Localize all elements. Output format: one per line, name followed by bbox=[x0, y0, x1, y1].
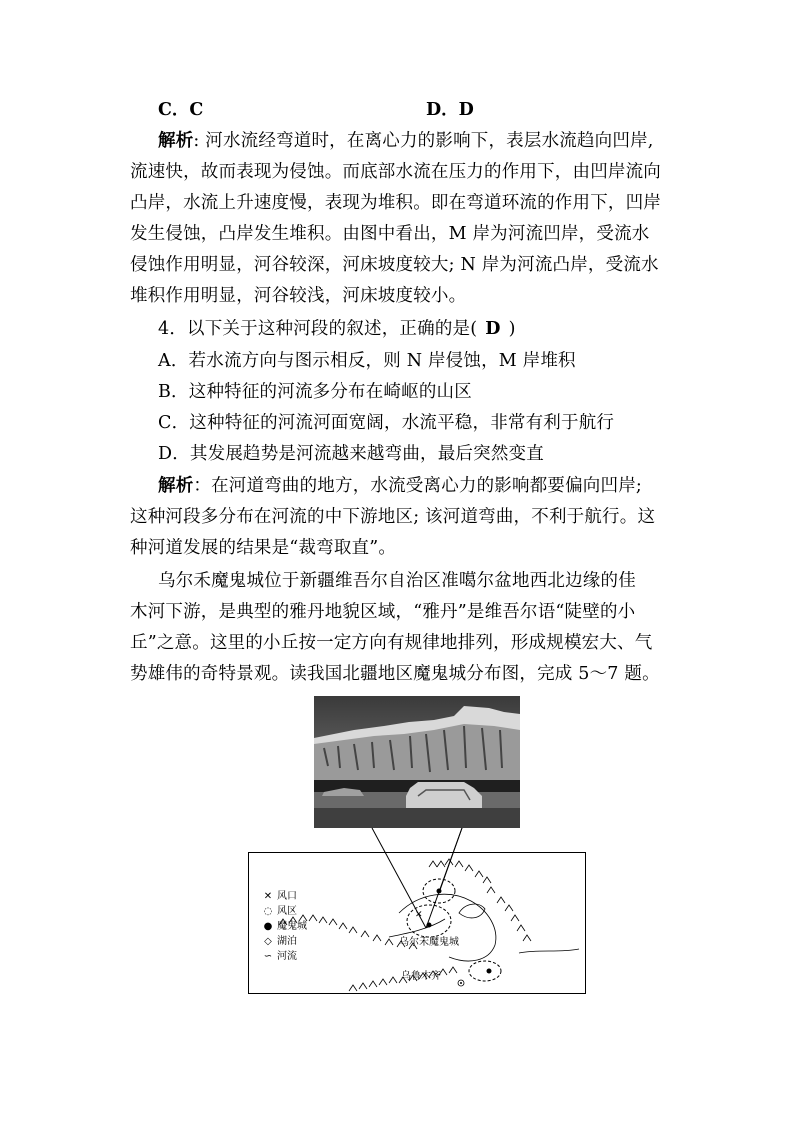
dashed-ellipse-icon: ◌ bbox=[263, 906, 273, 917]
passage-line-3: 丘”之意。这里的小丘按一定方向有规律地排列，形成规模宏大、气 bbox=[130, 633, 653, 653]
legend-item-wind-gap: ✕ 风口 bbox=[259, 889, 307, 904]
dot-icon: ● bbox=[263, 921, 273, 932]
map-label-wuerhe: 乌尔禾魔鬼城 bbox=[399, 937, 459, 948]
legend-item-lake: ◇ 湖泊 bbox=[259, 934, 307, 949]
option-d-prev: D．D bbox=[426, 100, 474, 120]
option-c-prev: C．C bbox=[158, 100, 204, 120]
analysis2-line-2: 这种河段多分布在河流的中下游地区; 该河道弯曲，不利于航行。这 bbox=[130, 507, 656, 527]
map-legend bbox=[259, 889, 307, 964]
question4-answer: D bbox=[485, 319, 501, 339]
analysis2-line-3: 种河道发展的结果是“裁弯取直”。 bbox=[130, 538, 397, 558]
passage-line-1: 乌尔禾魔鬼城位于新疆维吾尔自治区准噶尔盆地西北边缘的佳 bbox=[158, 571, 636, 591]
question4-stem: 4．以下关于这种河段的叙述，正确的是( D ) bbox=[158, 319, 516, 339]
passage-line-2: 木河下游，是典型的雅丹地貌区域，“雅丹”是维吾尔语“陡壁的小 bbox=[130, 602, 636, 622]
analysis1-line-6: 堆积作用明显，河谷较浅，河床坡度较小。 bbox=[130, 286, 467, 306]
river-icon: ∽ bbox=[263, 951, 273, 962]
question4-option-c: C．这种特征的河流河面宽阔，水流平稳，非常有利于航行 bbox=[158, 413, 615, 433]
analysis1-line-2: 流速快，故而表现为侵蚀。而底部水流在压力的作用下，由凹岸流向 bbox=[130, 162, 661, 182]
analysis-label: 解析 bbox=[158, 131, 194, 151]
analysis2-line-1: 解析：在河道弯曲的地方，水流受离心力的影响都要偏向凹岸; bbox=[158, 476, 643, 496]
analysis1-line-5: 侵蚀作用明显，河谷较深，河床坡度较大; N 岸为河流凸岸，受流水 bbox=[130, 255, 659, 275]
legend-item-wind-zone: ◌ 风区 bbox=[259, 904, 307, 919]
analysis1-line-4: 发生侵蚀，凸岸发生堆积。由图中看出，M 岸为河流凹岸，受流水 bbox=[130, 224, 650, 244]
legend-item-devil-city: ● 魔鬼城 bbox=[259, 919, 307, 934]
analysis1-line-3: 凸岸，水流上升速度慢，表现为堆积。即在弯道环流的作用下，凹岸 bbox=[130, 193, 661, 213]
passage-line-4: 势雄伟的奇特景观。读我国北疆地区魔鬼城分布图，完成 5～7 题。 bbox=[130, 664, 660, 684]
wind-gap-icon: ✕ bbox=[263, 891, 273, 902]
svg-text:✕: ✕ bbox=[415, 910, 423, 920]
map-label-urumqi: 乌鲁木齐 bbox=[401, 971, 441, 982]
analysis1-line-1: 解析: 河水流经弯道时，在离心力的影响下，表层水流趋向凹岸, bbox=[158, 131, 654, 151]
question4-option-a: A．若水流方向与图示相反，则 N 岸侵蚀，M 岸堆积 bbox=[158, 351, 576, 371]
legend-item-river: ∽ 河流 bbox=[259, 949, 307, 964]
lake-icon: ◇ bbox=[264, 936, 272, 947]
devil-city-distribution-map bbox=[248, 852, 586, 994]
analysis-label: 解析 bbox=[158, 476, 194, 496]
question4-option-b: B．这种特征的河流多分布在崎岖的山区 bbox=[158, 382, 472, 402]
question4-option-d: D．其发展趋势是河流越来越弯曲，最后突然变直 bbox=[158, 444, 544, 464]
